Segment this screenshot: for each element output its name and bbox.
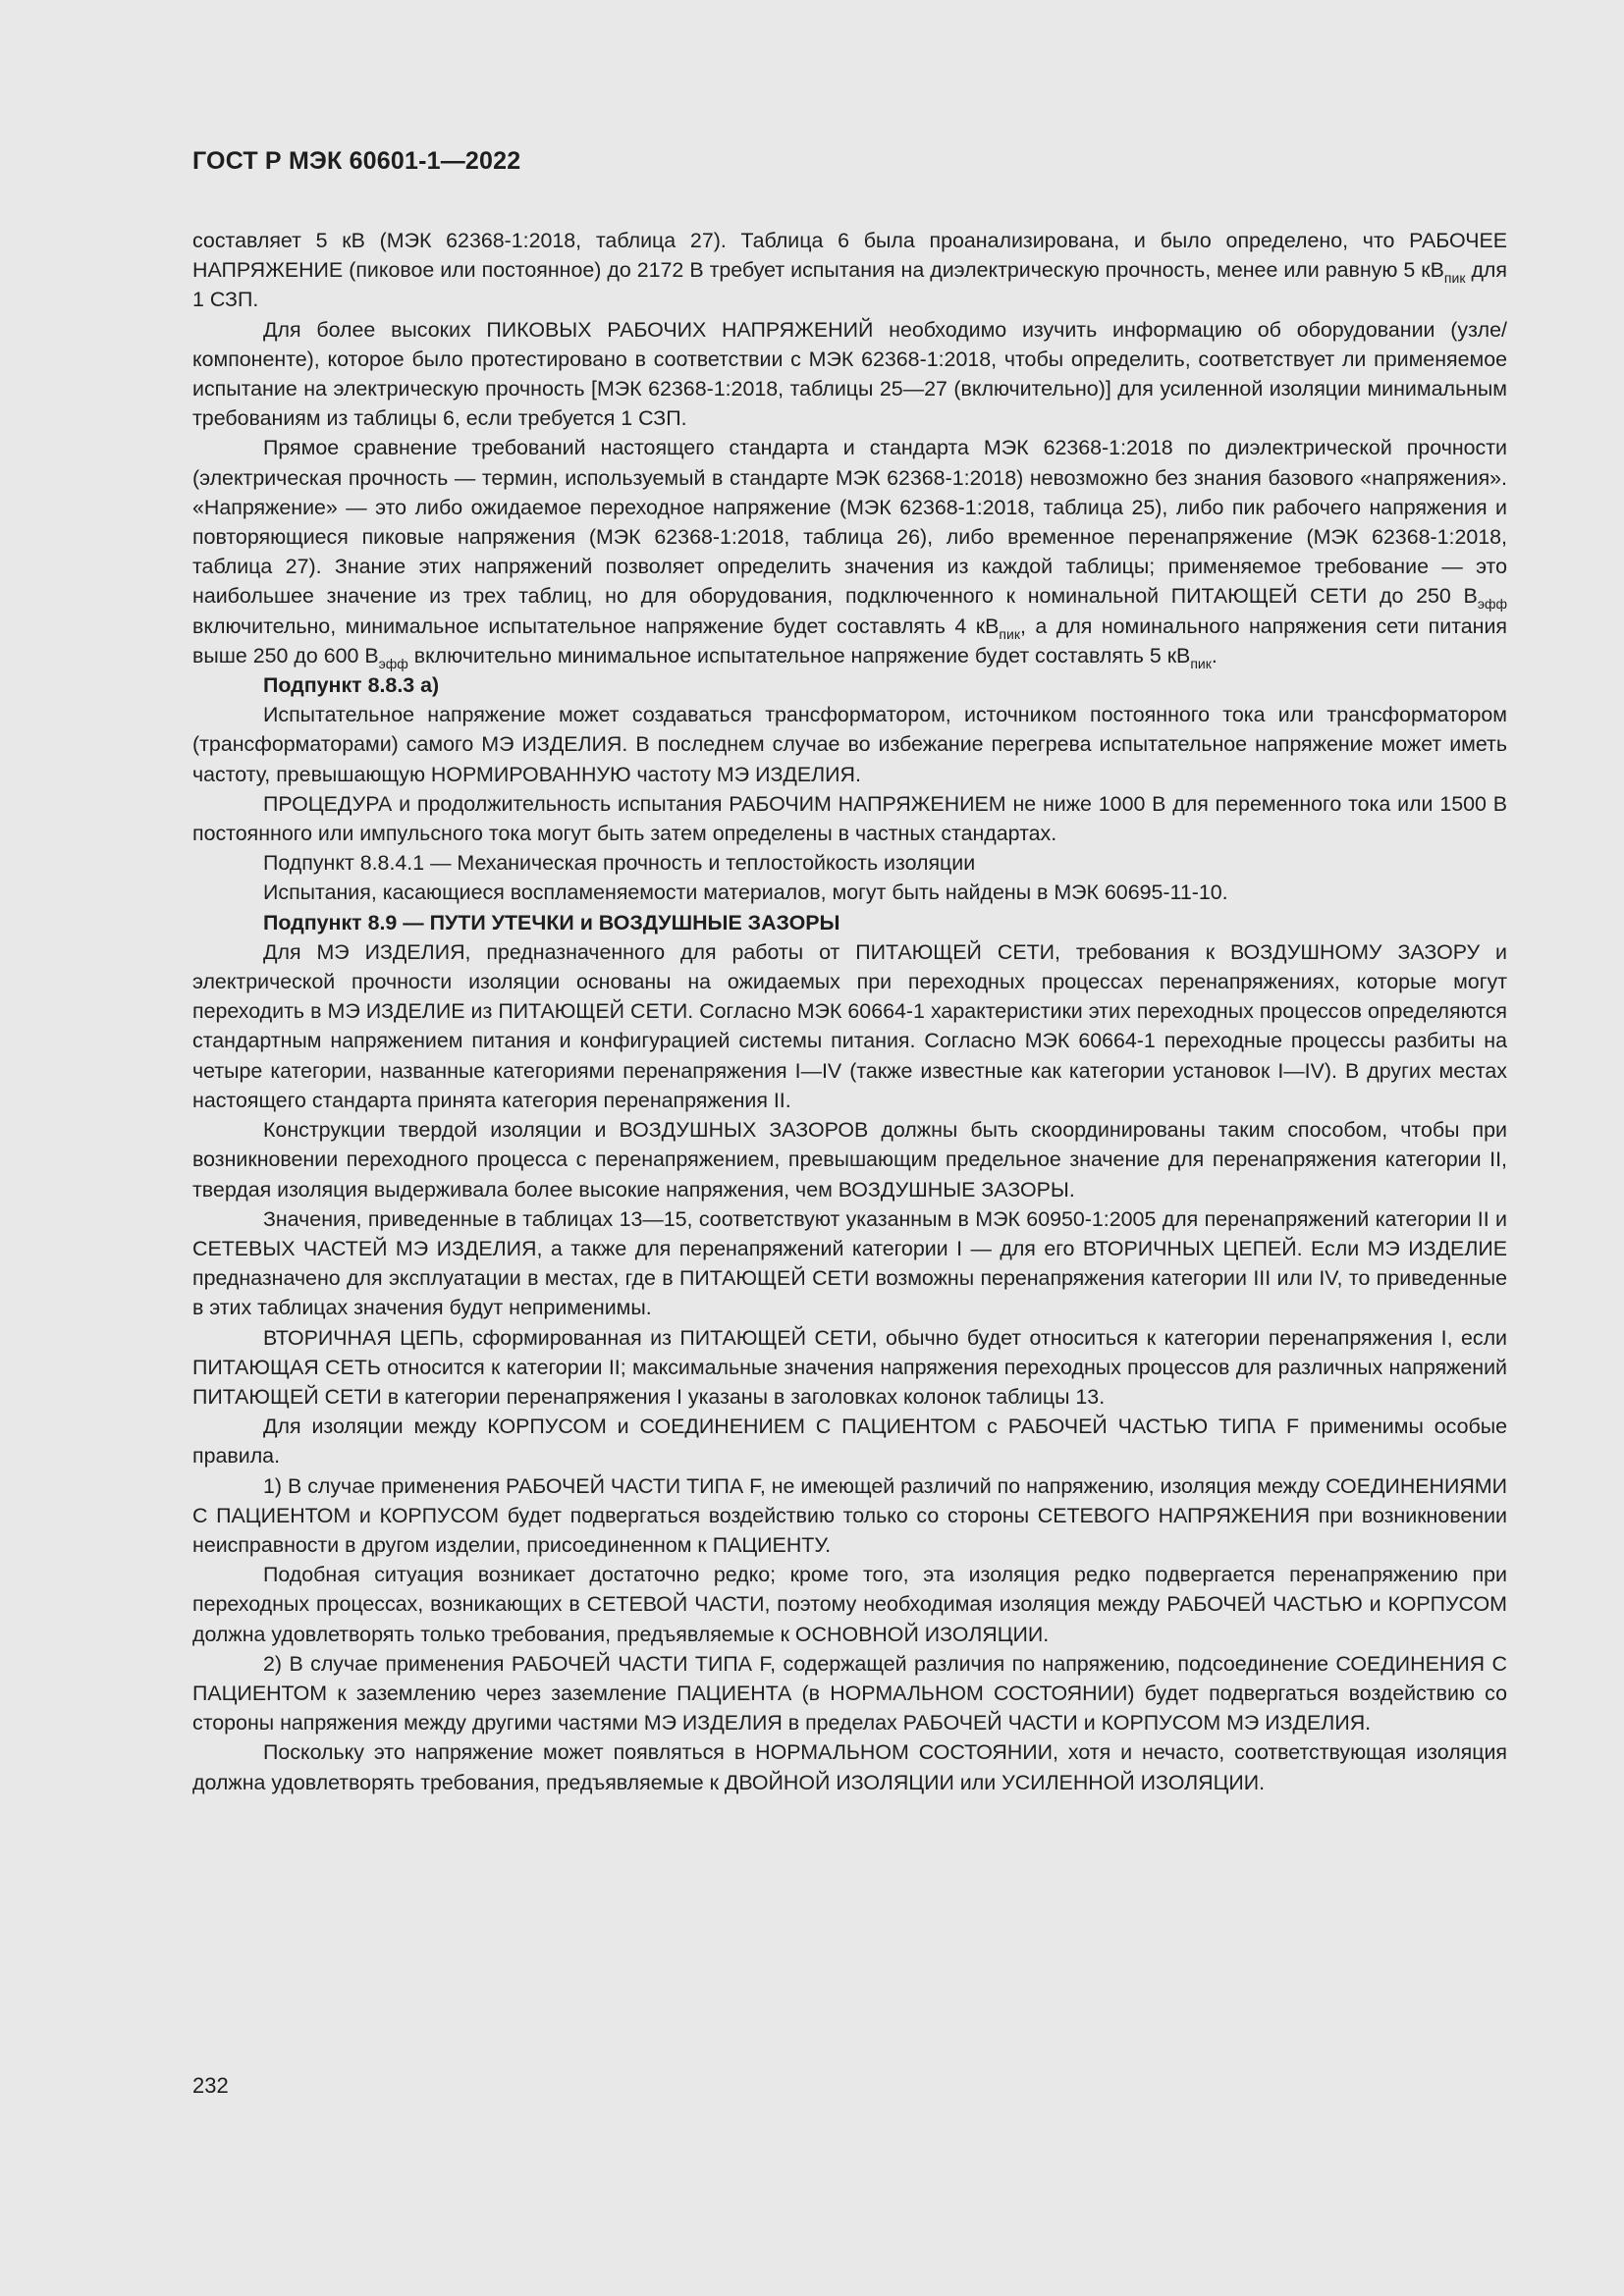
subclause-heading (192, 908, 1507, 937)
paragraph (192, 1737, 1507, 1796)
paragraph (192, 1115, 1507, 1204)
text-run: Испытательное напряжение может создаваться трансформатором, источником постоянного тока или трансформатором (трансформаторами) самого МЭ ИЗДЕЛИЯ. В последнем случае во избежание перегрева испытательное напряжение может иметь частоту, превышающую НОРМИРОВАННУЮ частоту МЭ ИЗДЕЛИЯ. (192, 703, 1507, 786)
text-run: Для более высоких ПИКОВЫХ РАБОЧИХ НАПРЯЖЕНИЙ необходимо изучить информацию об оборудовании (узле/компоненте), которое было протестировано в соответствии с МЭК 62368-1:2018, чтобы определить, соответствует ли применяемое испытание на электрическую прочность [МЭК 62368-1:2018, таблицы 25—27 (включительно)] для усиленной изоляции минимальным требованиям из таблицы 6, если требуется 1 СЗП. (192, 317, 1507, 431)
text-run: Для изоляции между КОРПУСОМ и СОЕДИНЕНИЕМ С ПАЦИЕНТОМ с РАБОЧЕЙ ЧАСТЬЮ ТИПА F применимы особые правила. (192, 1415, 1507, 1468)
subscript: пик (999, 625, 1020, 642)
paragraph (192, 1560, 1507, 1649)
subscript: эфф (378, 655, 408, 671)
paragraph (192, 1323, 1507, 1413)
text-run: Подпункт 8.8.4.1 — Механическая прочность и теплостойкость изоляции (263, 851, 976, 876)
text-run: Конструкции твердой изоляции и ВОЗДУШНЫХ ЗАЗОРОВ должны быть скоординированы таким способом, чтобы при возникновении переходного процесса с перенапряжением, превышающим предельное значение для перенапряжения категории II, твердая изоляция выдерживала более высокие напряжения, чем ВОЗДУШНЫЕ ЗАЗОРЫ. (192, 1118, 1507, 1201)
paragraph (192, 1412, 1507, 1470)
subscript: эфф (1477, 596, 1507, 613)
paragraph-continuation (192, 226, 1507, 315)
paragraph (192, 1204, 1507, 1323)
text-run: Значения, приведенные в таблицах 13—15, соответствуют указанным в МЭК 60950-1:2005 для перенапряжений категории II и СЕТЕВЫХ ЧАСТЕЙ МЭ ИЗДЕЛИЯ, а также для перенапряжений категории I — для его ВТОРИЧНЫХ ЦЕПЕЙ. Если МЭ ИЗДЕЛИЕ предназначено для эксплуатации в местах, где в ПИТАЮЩЕЙ СЕТИ возможны перенапряжения категории III или IV, то приведенные в этих таблицах значения будут неприменимы. (192, 1206, 1507, 1320)
text-run: 1) В случае применения РАБОЧЕЙ ЧАСТИ ТИПА F, не имеющей различий по напряжению, изоляция между СОЕДИНЕНИЯМИ С ПАЦИЕНТОМ и КОРПУСОМ будет подвергаться воздействию только со стороны СЕТЕВОГО НАПРЯЖЕНИЯ при возникновении неисправности в другом изделии, присоединенном к ПАЦИЕНТУ. (192, 1473, 1507, 1557)
document-body (192, 226, 1507, 1797)
page-number: 232 (192, 2073, 229, 2098)
text-run: Подпункт 8.9 — ПУТИ УТЕЧКИ и ВОЗДУШНЫЕ ЗАЗОРЫ (263, 910, 840, 934)
text-run: , а для номинального напряжения сети питания выше 250 до 600 В (192, 614, 1507, 667)
text-run: . (1211, 643, 1218, 667)
paragraph (192, 700, 1507, 789)
text-run: 2) В случае применения РАБОЧЕЙ ЧАСТИ ТИПА F, содержащей различия по напряжению, подсоединение СОЕДИНЕНИЯ С ПАЦИЕНТОМ к заземлению через заземление ПАЦИЕНТА (в НОРМАЛЬНОМ СОСТОЯНИИ) будет подвергаться воздействию со стороны напряжения между другими частями МЭ ИЗДЕЛИЯ в пределах РАБОЧЕЙ ЧАСТИ и КОРПУСОМ МЭ ИЗДЕЛИЯ. (192, 1651, 1507, 1735)
subscript: пик (1443, 270, 1466, 287)
paragraph (192, 433, 1507, 670)
text-run: Подобная ситуация возникает достаточно редко; кроме того, эта изоляция редко подвергается перенапряжению при переходных процессах, возникающих в СЕТЕВОЙ ЧАСТИ, поэтому необходимая изоляция между РАБОЧЕЙ ЧАСТЬЮ и КОРПУСОМ должна удовлетворять только требования, предъявляемые к ОСНОВНОЙ ИЗОЛЯЦИИ. (192, 1563, 1507, 1646)
text-run: Для МЭ ИЗДЕЛИЯ, предназначенного для работы от ПИТАЮЩЕЙ СЕТИ, требования к ВОЗДУШНОМУ ЗАЗОРУ и электрической прочности изоляции основаны на ожидаемых при переходных процессах перенапряжениях, которые могут переходить в МЭ ИЗДЕЛИЕ из ПИТАЮЩЕЙ СЕТИ. Согласно МЭК 60664-1 характеристики этих переходных процессов определяются стандартным напряжением питания и конфигурацией системы питания. Согласно МЭК 60664-1 переходные процессы разбиты на четыре категории, названные категориями перенапряжения I—IV (также известные как категории установок I—IV). В других местах настоящего стандарта принята категория перенапряжения II. (192, 939, 1507, 1112)
paragraph (192, 789, 1507, 848)
paragraph (192, 878, 1507, 907)
list-item (192, 1471, 1507, 1561)
subclause-heading (192, 848, 1507, 878)
text-run: Испытания, касающиеся воспламеняемости материалов, могут быть найдены в МЭК 60695-11-10. (263, 881, 1228, 905)
text-run: ВТОРИЧНАЯ ЦЕПЬ, сформированная из ПИТАЮЩЕЙ СЕТИ, обычно будет относиться к категории перенапряжения I, если ПИТАЮЩАЯ СЕТЬ относится к категории II; максимальные значения напряжения переходных процессов для различных напряжений ПИТАЮЩЕЙ СЕТИ в категории перенапряжения I указаны в заголовках колонок таблицы 13. (192, 1325, 1507, 1409)
text-run: Поскольку это напряжение может появляться в НОРМАЛЬНОМ СОСТОЯНИИ, хотя и нечасто, соответствующая изоляция должна удовлетворять требования, предъявляемые к ДВОЙНОЙ ИЗОЛЯЦИИ или УСИЛЕННОЙ ИЗОЛЯЦИИ. (192, 1740, 1507, 1794)
text-run: Подпункт 8.8.3 а) (263, 673, 440, 698)
document-header: ГОСТ Р МЭК 60601-1—2022 (192, 147, 521, 175)
subscript: пик (1190, 655, 1212, 671)
text-run: составляет 5 кВ (МЭК 62368-1:2018, таблица 27). Таблица 6 была проанализирована, и было определено, что РАБОЧЕЕ НАПРЯЖЕНИЕ (пиковое или постоянное) до 2172 В требует испытания на диэлектрическую прочность, менее или равную 5 кВ (192, 229, 1507, 283)
list-item (192, 1649, 1507, 1738)
text-run: включительно минимальное испытательное напряжение будет составлять 5 кВ (407, 643, 1191, 667)
text-run: для 1 СЗП. (192, 258, 1507, 312)
paragraph (192, 315, 1507, 434)
subclause-heading (192, 670, 1507, 700)
text-run: Прямое сравнение требований настоящего стандарта и стандарта МЭК 62368-1:2018 по диэлектрической прочности (электрическая прочность — термин, используемый в стандарте МЭК 62368-1:2018) невозможно без знания базового «напряжения». «Напряжение» — это либо ожидаемое переходное напряжение (МЭК 62368-1:2018, таблица 25), либо пик рабочего напряжения и повторяющиеся пиковые напряжения (МЭК 62368-1:2018, таблица 26), либо временное перенапряжение (МЭК 62368-1:2018, таблица 27). Знание этих напряжений позволяет определить значения из каждой таблицы; применяемое требование — это наибольшее значение из трех таблиц, но для оборудования, подключенного к номинальной ПИТАЮЩЕЙ СЕТИ до 250 В (192, 436, 1507, 609)
text-run: включительно, минимальное испытательное напряжение будет составлять 4 кВ (192, 614, 1000, 638)
paragraph (192, 937, 1507, 1115)
text-run: ПРОЦЕДУРА и продолжительность испытания РАБОЧИМ НАПРЯЖЕНИЕМ не ниже 1000 В для переменного тока или 1500 В постоянного или импульсного тока могут быть затем определены в частных стандартах. (192, 791, 1507, 846)
